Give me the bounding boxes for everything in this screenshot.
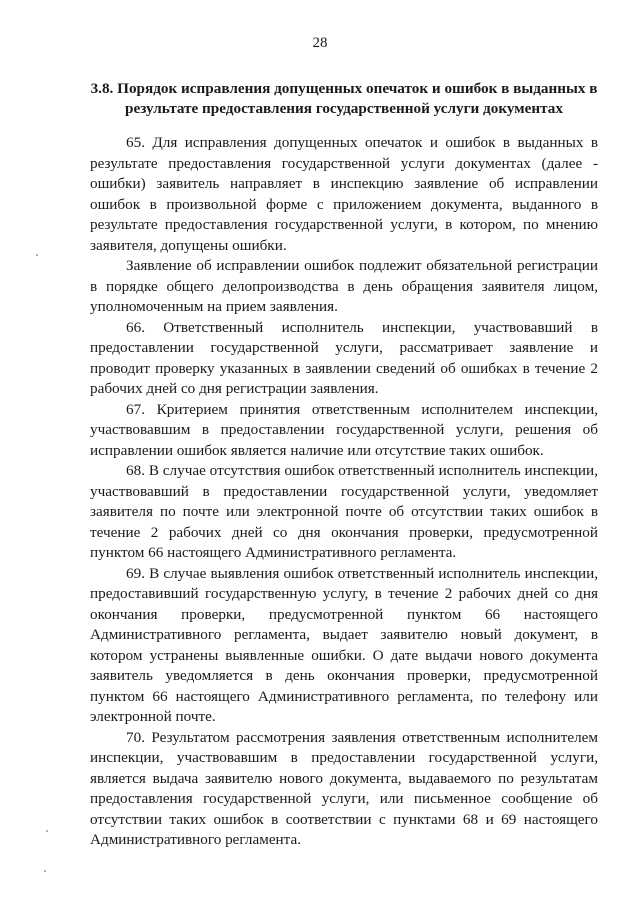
paragraph-65: 65. Для исправления допущенных опечаток и ошибок в выданных в результате предоставления государственной услуги документах (далее - ошибки) заявитель направляет в инспекцию заявление об исправлении ошибок в произвольной форме с приложением документа, выданного в результате предоставления государственной услуги, в котором, по мнению заявителя, допущены ошибки. xyxy=(90,134,598,254)
paragraph-70: 70. Результатом рассмотрения заявления ответственным исполнителем инспекции, участвовавшим в предоставлении государственной услуги, является выдача заявителю нового документа, выдаваемого по результатам предоставления государственной услуги, или письменное сообщение об отсутствии таких ошибок в соответствии с пунктами 68 и 69 настоящего Административного регламента. xyxy=(90,728,598,848)
section-heading: 3.8. Порядок исправления допущенных опечаток и ошибок в выданных в результате предоставления государственной услуги документах xyxy=(90,80,598,117)
paragraph-68: 68. В случае отсутствия ошибок ответственный исполнитель инспекции, участвовавший в предоставлении государственной услуги, уведомляет заявителя по почте или электронной почте об отсутствии таких ошибок в течение 2 рабочих дней со дня окончания проверки, предусмотренной пунктом 66 настоящего Административного регламента. xyxy=(90,462,598,561)
paragraph-registration: Заявление об исправлении ошибок подлежит обязательной регистрации в порядке общего делопроизводства в день обращения заявителя лицом, уполномоченным на прием заявления. xyxy=(90,257,598,315)
scan-speck xyxy=(44,870,46,872)
scan-speck xyxy=(46,830,48,832)
paragraph-69: 69. В случае выявления ошибок ответственный исполнитель инспекции, предоставивший государственную услугу, в течение 2 рабочих дней со дня окончания проверки, предусмотренной пунктом 66 настоящего Административного регламента, выдает заявителю новый документ, в котором устранены выявленные ошибки. О дате выдачи нового документа заявитель уведомляется в день окончания проверки, предусмотренной пунктом 66 настоящего Административного регламента, по телефону или электронной почте. xyxy=(90,564,598,725)
body-text xyxy=(90,133,598,851)
paragraph-66: 66. Ответственный исполнитель инспекции, участвовавший в предоставлении государственной услуги, рассматривает заявление и проводит проверку указанных в заявлении сведений об ошибках в течение 2 рабочих дней со дня регистрации заявления. xyxy=(90,318,598,397)
scan-speck xyxy=(36,254,38,256)
paragraph-67: 67. Критерием принятия ответственным исполнителем инспекции, участвовавшим в предоставлении государственной услуги, решения об исправлении ошибок является наличие или отсутствие таких ошибок. xyxy=(90,400,598,459)
page-number: 28 xyxy=(312,35,328,51)
